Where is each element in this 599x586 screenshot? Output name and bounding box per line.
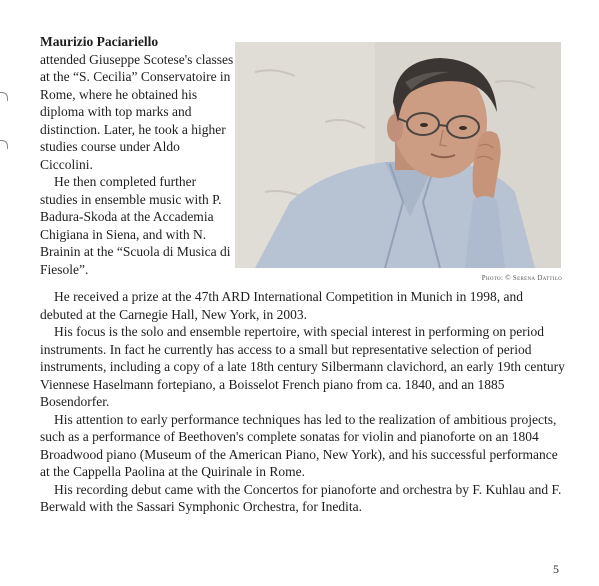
paragraph-repertoire: His focus is the solo and ensemble repertoire, with special interest in performing on period instruments. In fact he currently has access to a small but representative selection of period instruments, including a copy of a late 18th century Silbermann clavichord, an early 19th century Viennese Haselmann fortepiano, a Boisselot French piano from ca. 1840, and an 1885 Bosendorfer. (40, 324, 565, 409)
portrait-photo (235, 42, 561, 268)
page-edge-mark (0, 140, 8, 149)
paragraph-prize: He received a prize at the 47th ARD International Competition in Munich in 1998, and debuted at the Carnegie Hall, New York, in 2003. (40, 289, 524, 322)
intro-paragraph-1: Maurizio Paciariello attended Giuseppe Scotese's classes at the “S. Cecilia” Conservatoire in Rome, where he obtained his diploma with top marks and distinction. Later, he took a higher studies course under Aldo Ciccolini. (40, 34, 234, 172)
page-number: 5 (553, 562, 559, 576)
portrait-illustration (235, 42, 561, 268)
paragraph-recording: His recording debut came with the Concertos for pianoforte and orchestra by F. Kuhlau and F. Berwald with the Sassari Symphonic Orchestra, for Inedita. (40, 481, 562, 514)
intro-paragraph-2: He then completed further studies in ensemble music with P. Badura-Skoda at the Accademia Chigiana in Siena, and with N. Brainin at the “Scuola di Musica di Fiesole”. (40, 174, 231, 277)
intro-text (40, 33, 235, 278)
photo-credit: Photo: © Serena Dattilo (481, 274, 562, 282)
biography-body (40, 288, 568, 516)
artist-name: Maurizio Paciariello (40, 34, 159, 49)
paragraph-projects: His attention to early performance techniques has led to the realization of ambitious projects, such as a performance of Beethoven's complete sonatas for violin and pianoforte on an 1804 Broadwood piano (Museum of the American Piano, New York), and his successful performance at the Cappella Paolina at the Quirinale in Rome. (40, 411, 558, 479)
page-edge-mark (0, 92, 8, 101)
